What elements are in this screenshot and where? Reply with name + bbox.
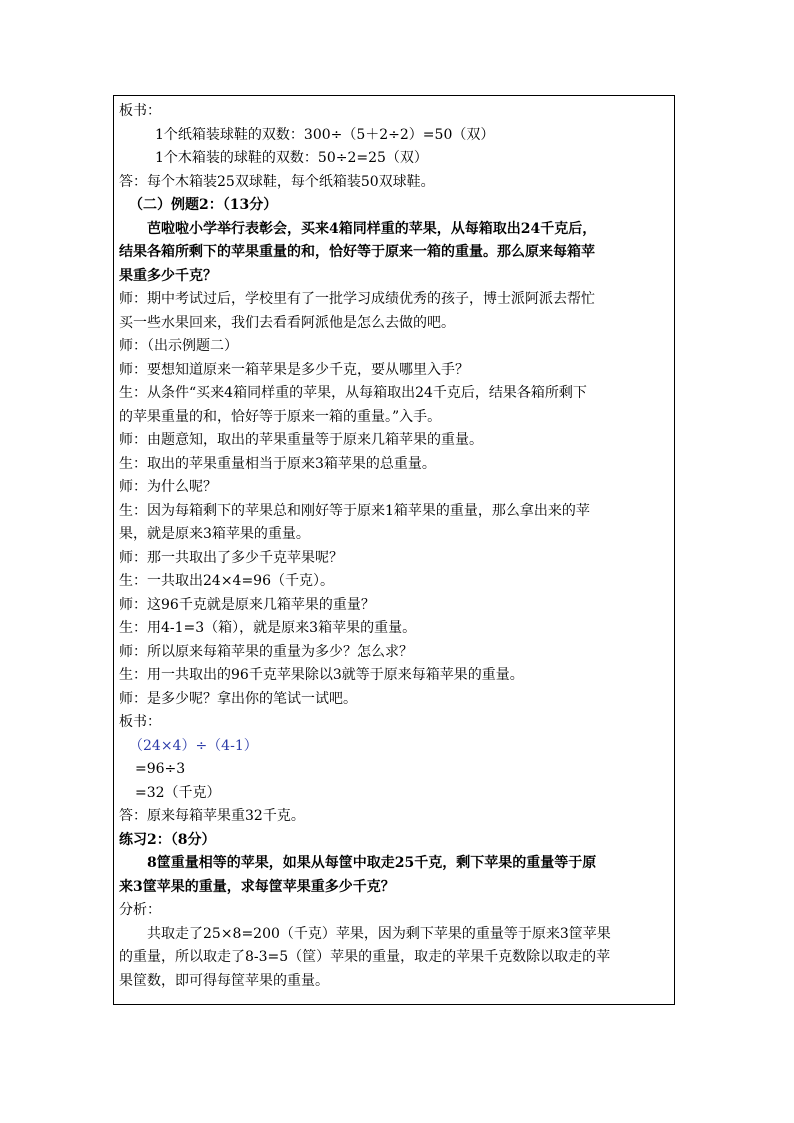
text-line: 师：由题意知，取出的苹果重量等于原来几箱苹果的重量。 — [119, 432, 483, 448]
text-line: 1个木箱装的球鞋的双数：50÷2=25（双） — [155, 150, 428, 166]
text-line: 果重多少千克？ — [119, 267, 217, 284]
text-line: 共取走了25×8=200（千克）苹果，因为剩下苹果的重量等于原来3筐苹果 — [147, 925, 611, 942]
text-line: 生：一共取出24×4=96（千克）。 — [119, 573, 334, 589]
text-line: 8筐重量相等的苹果，如果从每筐中取走25千克，剩下苹果的重量等于原 — [147, 855, 597, 871]
text-line: 师：期中考试过后，学校里有了一批学习成绩优秀的孩子，博士派阿派去帮忙 — [119, 291, 595, 307]
text-line: 果筐数，即可得每筐苹果的重量。 — [119, 972, 329, 989]
text-line: =32（千克） — [135, 784, 221, 801]
text-line: 师：要想知道原来一箱苹果是多少千克，要从哪里入手？ — [119, 361, 469, 378]
text-line: 芭啦啦小学举行表彰会，买来4箱同样重的苹果，从每箱取出24千克后， — [147, 220, 597, 237]
text-line: 答：原来每箱苹果重32千克。 — [119, 808, 305, 824]
text-line: 生：用4-1=3（箱），就是原来3箱苹果的重量。 — [119, 620, 417, 636]
document-table-cell — [113, 95, 675, 1005]
text-line: （24×4）÷（4-1） — [129, 737, 258, 754]
text-line: 师：为什么呢？ — [119, 479, 217, 495]
text-line: 的重量，所以取走了8-3=5（筐）苹果的重量，取走的苹果千克数除以取走的苹 — [119, 949, 611, 965]
text-line: 1个纸箱装球鞋的双数：300÷（5＋2÷2）=50（双） — [155, 126, 495, 143]
text-line: 来3筐苹果的重量，求每筐苹果重多少千克？ — [119, 878, 395, 895]
text-line: 答：每个木箱装25双球鞋，每个纸箱装50双球鞋。 — [119, 173, 435, 190]
text-line: 生：因为每箱剩下的苹果总和刚好等于原来1箱苹果的重量，那么拿出来的苹 — [119, 502, 590, 519]
text-line: 师：所以原来每箱苹果的重量为多少？怎么求？ — [119, 643, 413, 660]
text-line: 的苹果重量的和，恰好等于原来一箱的重量。”入手。 — [119, 408, 442, 425]
text-line: 板书： — [119, 103, 161, 119]
text-line: 生：取出的苹果重量相当于原来3箱苹果的总重量。 — [119, 455, 436, 472]
text-line: 生：用一共取出的96千克苹果除以3就等于原来每箱苹果的重量。 — [119, 667, 524, 683]
text-line: 分析： — [119, 902, 161, 918]
text-line: （二）例题2：（13分） — [129, 197, 278, 213]
text-line: =96÷3 — [135, 761, 186, 777]
text-line: 师：（出示例题二） — [119, 338, 238, 354]
text-line: 师：这96千克就是原来几箱苹果的重量？ — [119, 596, 375, 613]
text-line: 板书： — [119, 714, 161, 730]
document-content — [119, 100, 670, 993]
text-line: 生：从条件“买来4箱同样重的苹果，从每箱取出24千克后，结果各箱所剩下 — [119, 385, 587, 401]
text-line: 果，就是原来3箱苹果的重量。 — [119, 526, 310, 542]
text-line: 师：是多少呢？拿出你的笔试一试吧。 — [119, 690, 357, 707]
text-line: 师：那一共取出了多少千克苹果呢？ — [119, 549, 343, 566]
text-line: 结果各箱所剩下的苹果重量的和，恰好等于原来一箱的重量。那么原来每箱苹 — [119, 244, 595, 260]
text-line: 练习2：（8分） — [119, 831, 216, 848]
text-line: 买一些水果回来，我们去看看阿派他是怎么去做的吧。 — [119, 314, 455, 331]
